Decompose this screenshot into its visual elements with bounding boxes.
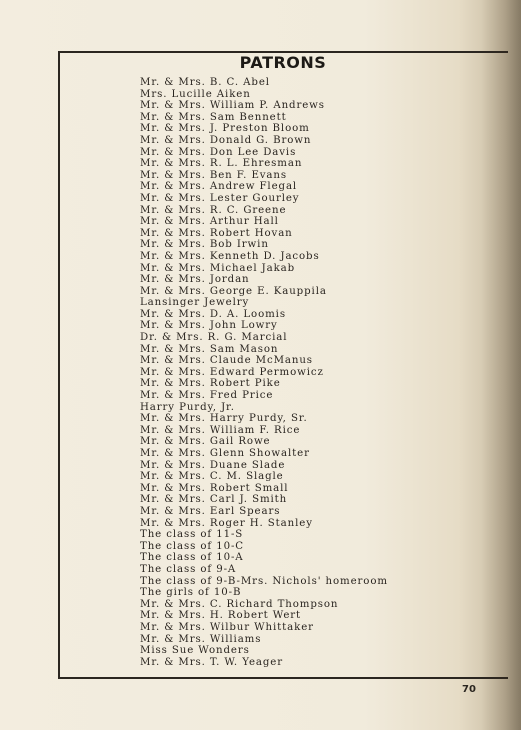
list-item: Miss Sue Wonders: [140, 645, 250, 657]
list-item: Mr. & Mrs. Robert Hovan: [140, 227, 293, 239]
list-item: Mr. & Mrs. Claude McManus: [140, 355, 313, 367]
list-item: Lansinger Jewelry: [140, 297, 250, 309]
list-item: Mr. & Mrs. R. C. Greene: [140, 204, 287, 216]
list-item: Mr. & Mrs. J. Preston Bloom: [140, 123, 310, 135]
list-item: Mr. & Mrs. George E. Kauppila: [140, 285, 327, 297]
list-item: Mr. & Mrs. C. M. Slagle: [140, 471, 284, 483]
list-item: Mr. & Mrs. C. Richard Thompson: [140, 598, 339, 610]
list-item: Mr. & Mrs. John Lowry: [140, 320, 278, 332]
list-item: Dr. & Mrs. R. G. Marcial: [140, 332, 288, 344]
list-item: Mr. & Mrs. Earl Spears: [140, 505, 281, 517]
list-item: Mr. & Mrs. Kenneth D. Jacobs: [140, 250, 320, 262]
list-item: Mr. & Mrs. Michael Jakab: [140, 262, 296, 274]
list-item: The class of 10-C: [140, 540, 244, 552]
list-item: Mr. & Mrs. R. L. Ehresman: [140, 158, 303, 170]
list-item: Mr. & Mrs. Jordan: [140, 274, 250, 286]
list-item: Harry Purdy, Jr.: [140, 401, 235, 413]
list-item: Mr. & Mrs. Lester Gourley: [140, 192, 300, 204]
list-item: Mr. & Mrs. Edward Permowicz: [140, 366, 324, 378]
list-item: Mr. & Mrs. Carl J. Smith: [140, 494, 288, 506]
list-item: Mr. & Mrs. Sam Bennett: [140, 111, 287, 123]
list-item: Mr. & Mrs. Donald G. Brown: [140, 134, 312, 146]
page-number: 70: [462, 684, 476, 695]
list-item: Mr. & Mrs. Robert Small: [140, 482, 289, 494]
list-item: Mr. & Mrs. H. Robert Wert: [140, 610, 302, 622]
list-item: Mr. & Mrs. Williams: [140, 633, 262, 645]
list-item: Mr. & Mrs. William P. Andrews: [140, 100, 325, 112]
list-item: The girls of 10-B: [140, 587, 242, 599]
list-item: Mr. & Mrs. Gail Rowe: [140, 436, 271, 448]
list-item: The class of 9-A: [140, 563, 237, 575]
list-item: The class of 9-B-Mrs. Nichols' homeroom: [140, 575, 388, 587]
list-item: Mr. & Mrs. D. A. Loomis: [140, 308, 286, 320]
list-item: Mr. & Mrs. Duane Slade: [140, 459, 286, 471]
list-item: Mr. & Mrs. William F. Rice: [140, 424, 301, 436]
list-item: The class of 11-S: [140, 529, 244, 541]
list-item: Mr. & Mrs. Fred Price: [140, 390, 274, 402]
list-item: Mrs. Lucille Aiken: [140, 88, 251, 100]
list-item: Mr. & Mrs. Wilbur Whittaker: [140, 621, 314, 633]
list-item: The class of 10-A: [140, 552, 244, 564]
list-item: Mr. & Mrs. Andrew Flegal: [140, 181, 298, 193]
list-item: Mr. & Mrs. Glenn Showalter: [140, 448, 310, 459]
list-item: Mr. & Mrs. Sam Mason: [140, 343, 279, 355]
list-item: Mr. & Mrs. T. W. Yeager: [140, 656, 283, 668]
list-item: Mr. & Mrs. B. C. Abel: [140, 77, 270, 88]
list-item: Mr. & Mrs. Bob Irwin: [140, 239, 269, 251]
list-item: Mr. & Mrs. Don Lee Davis: [140, 146, 297, 158]
list-item: Mr. & Mrs. Arthur Hall: [140, 216, 279, 228]
list-item: Mr. & Mrs. Robert Pike: [140, 378, 281, 390]
patrons-list: [140, 77, 388, 668]
page-title: PATRONS: [239, 53, 327, 72]
list-item: Mr. & Mrs. Roger H. Stanley: [140, 517, 313, 529]
list-item: Mr. & Mrs. Harry Purdy, Sr.: [140, 413, 308, 425]
list-item: Mr. & Mrs. Ben F. Evans: [140, 169, 287, 181]
